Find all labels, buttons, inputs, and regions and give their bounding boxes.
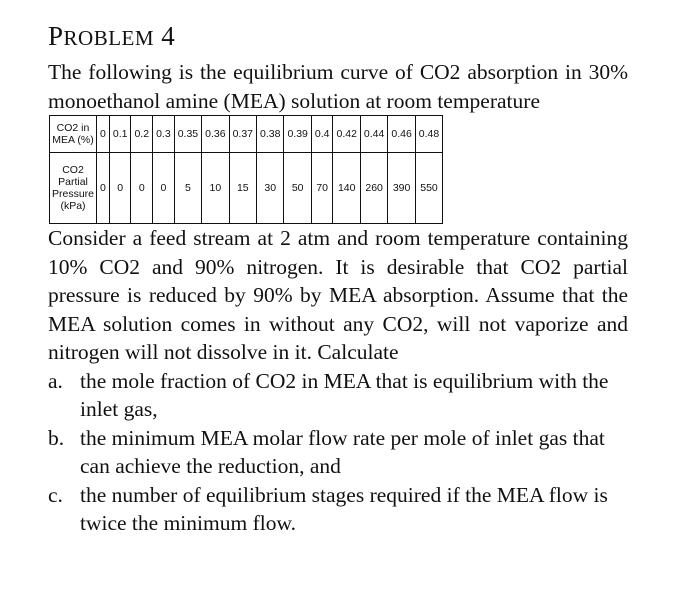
header-line: Pressure [52, 188, 95, 200]
table-cell: 50 [284, 153, 311, 224]
item-text: the mole fraction of CO2 in MEA that is equilibrium with the inlet gas, [80, 368, 609, 421]
table-cell: 0.35 [174, 116, 201, 153]
item-label: c. [48, 482, 63, 507]
table-cell: 140 [333, 153, 360, 224]
title-number: 4 [161, 21, 176, 51]
table-cell: 0.44 [360, 116, 387, 153]
table-cell: 5 [174, 153, 201, 224]
question-list [48, 367, 628, 538]
table-cell: 0 [97, 153, 110, 224]
row-header-co2-in-mea [50, 116, 97, 153]
intro-text: The following is the equilibrium curve of CO2 absorption in 30% monoethanol amine (MEA) solution at room temperature [48, 60, 628, 113]
table-cell: 0 [153, 153, 175, 224]
header-line: MEA (%) [52, 134, 94, 146]
table-cell: 390 [388, 153, 415, 224]
question-item-b [48, 424, 628, 481]
table-cell: 0 [131, 153, 153, 224]
item-label: a. [48, 368, 63, 393]
table-cell: 15 [229, 153, 256, 224]
table-cell: 0 [109, 153, 131, 224]
table-cell: 0.48 [415, 116, 442, 153]
row-header-co2-partial-pressure [50, 153, 97, 224]
problem-page [48, 20, 628, 538]
equilibrium-table [49, 115, 443, 224]
header-line: CO2 [62, 164, 84, 176]
header-line: CO2 in [56, 122, 90, 134]
item-text: the number of equilibrium stages required if the MEA flow is twice the minimum flow. [80, 482, 608, 535]
table-cell: 0.37 [229, 116, 256, 153]
table-cell: 550 [415, 153, 442, 224]
table-cell: 260 [360, 153, 387, 224]
table-cell: 0.38 [257, 116, 284, 153]
table-cell: 0 [97, 116, 110, 153]
header-line: Partial [58, 176, 88, 188]
item-text: the minimum MEA molar flow rate per mole of inlet gas that can achieve the reduction, and [80, 425, 605, 478]
problem-title [48, 20, 628, 54]
table-cell: 0.4 [311, 116, 333, 153]
table-row-co2-partial-pressure [50, 153, 443, 224]
title-initial: P [48, 21, 64, 51]
table-cell: 0.42 [333, 116, 360, 153]
table-cell: 10 [202, 153, 229, 224]
table-cell: 0.2 [131, 116, 153, 153]
question-item-a [48, 367, 628, 424]
table-cell: 0.46 [388, 116, 415, 153]
problem-body: Consider a feed stream at 2 atm and room temperature containing 10% CO2 and 90% nitrogen. It is desirable that CO2 partial pressure is reduced by 90% by MEA absorption. Assume that the MEA solution comes in without any CO2, will not vaporize and nitrogen will not dissolve in it. Calculate [48, 226, 628, 364]
header-line: (kPa) [60, 200, 86, 212]
table-cell: 0.1 [109, 116, 131, 153]
table-row-co2-in-mea [50, 116, 443, 153]
table-cell: 0.3 [153, 116, 175, 153]
table-cell: 70 [311, 153, 333, 224]
item-label: b. [48, 425, 65, 450]
table-cell: 0.39 [284, 116, 311, 153]
table-cell: 30 [257, 153, 284, 224]
table-cell: 0.36 [202, 116, 229, 153]
title-rest: ROBLEM [63, 26, 155, 50]
question-item-c [48, 481, 628, 538]
